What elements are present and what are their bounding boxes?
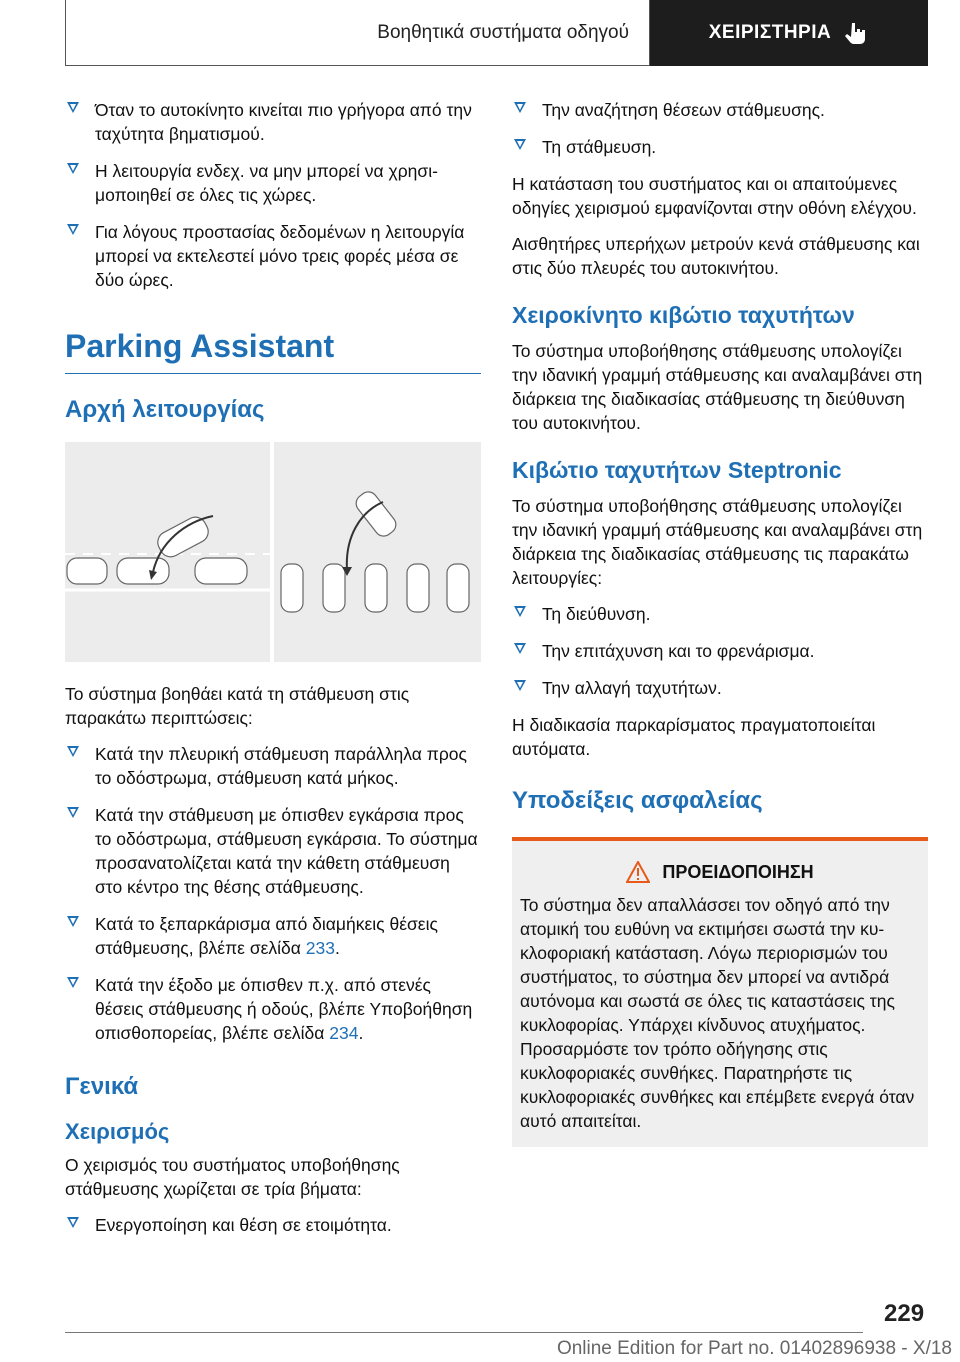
list-item: Για λόγους προστασίας δεδομένων η λειτουργία μπορεί να εκτελεστεί μόνο τρεις φορές μέσα σε δύο ώρες. (65, 220, 481, 292)
page-link-233[interactable]: 233 (305, 938, 335, 958)
warning-text: Το σύστημα δεν απαλλάσσει τον οδηγό από την ατομική του ευθύνη να εκτιμήσει σωστά την κυκλοφοριακή κατάσταση. Λόγω περιορισμών του συστήματος, το σύστημα δεν μπορεί να αντιδρά αυτόνομα και σωστά σε όλες τις καταστάσεις της κυκλοφορίας. Υπάρχει κίνδυνος ατυχήματος. Προσαρμόστε τον τρόπο οδήγησης στις κυκλοφοριακές συνθήκες. Παρατηρήστε τις κυκλοφοριακές συνθήκες και επέμβετε ενεργά όταν αυτό απαιτείται. (520, 895, 915, 1131)
bullet-triangle-icon (67, 746, 79, 757)
chapter-tab[interactable] (650, 0, 928, 66)
page-number: 229 (884, 1300, 925, 1327)
footer-text: Online Edition for Part no. 01402896938 - X/18 (556, 1338, 952, 1359)
list-item: Κατά το ξεπαρκάρισμα από διαμήκεις θέσεις στάθμευσης, βλέπε σελίδα 233. (65, 912, 481, 960)
intro-text: Το σύστημα βοηθάει κατά τη στάθμευση στις παρακάτω περιπτώσεις: (65, 684, 410, 728)
bullet-triangle-icon (514, 606, 526, 617)
bullet-triangle-icon (67, 807, 79, 818)
bullet-triangle-icon (514, 643, 526, 654)
warning-header (520, 861, 920, 883)
list-item: Τη στάθμευση. (512, 135, 928, 159)
bullet-triangle-icon (67, 224, 79, 235)
list-item: Κατά την πλευρική στάθμευση παράλληλα προς το οδόστρωμα, στάθμευση κατά μήκος. (65, 742, 481, 790)
bullet-triangle-icon (67, 102, 79, 113)
list-item: Η λειτουργία ενδεχ. να μην μπορεί να χρησιμοποιηθεί σε όλες τις χώρες. (65, 159, 481, 207)
page-link-234[interactable]: 234 (329, 1023, 359, 1043)
page-title: Parking Assistant (65, 328, 481, 374)
bullet-triangle-icon (514, 139, 526, 150)
warning-triangle-icon (626, 861, 650, 883)
hand-pointer-icon (843, 20, 869, 46)
list-item: Κατά την έξοδο με όπισθεν π.χ. από στενές θέσεις στάθμευσης ή οδούς, βλέπε Υποβοήθηση οπισθοπορείας, βλέπε σελίδα 234. (65, 973, 481, 1045)
bullet-triangle-icon (67, 1217, 79, 1228)
list-item: Την επιτάχυνση και το φρενάρισμα. (512, 639, 928, 663)
left-column (65, 98, 481, 1250)
sensor-text: Αισθητήρες υπερήχων μετρούν κενά στάθμευσης και στις δύο πλευρές του αυτοκινήτου. (512, 234, 920, 278)
chapter-title: ΧΕΙΡΙΣΤΗΡΙΑ (708, 22, 832, 43)
operation-text: Ο χειρισμός του συστήματος υποβοήθησης στάθμευσης χωρίζεται σε τρία βήματα: (65, 1155, 400, 1199)
right-column (512, 98, 928, 1147)
warning-box (512, 837, 928, 1147)
footer-divider (65, 1332, 863, 1333)
list-item: Την αναζήτηση θέσεων στάθμευσης. (512, 98, 928, 122)
list-item: Κατά την στάθμευση με όπισθεν εγκάρσια προς το οδόστρωμα, στάθμευση εγκάρσια. Το σύστημα προσανατολίζεται κατά την κάθετη στάθμευση στο κέντρο της θέσης στάθμευσης. (65, 803, 481, 899)
bullet-triangle-icon (514, 680, 526, 691)
parking-illustration (65, 442, 481, 662)
bullet-triangle-icon (67, 977, 79, 988)
list-item: Τη διεύθυνση. (512, 602, 928, 626)
safety-heading: Υποδείξεις ασφαλείας (512, 787, 763, 814)
warning-title: ΠΡΟΕΙΔΟΠΟΙΗΣΗ (662, 861, 814, 882)
parking-diagram (65, 442, 481, 662)
manual-gearbox-text: Το σύστημα υποβοήθησης στάθμευσης υπολογίζει την ιδανική γραμμή στάθμευσης και αναλαμβάνει στη διάρκεια της διαδικασίας στάθμευσης τη διεύθυνση του αυτοκινήτου. (512, 341, 923, 433)
list-item: Όταν το αυτοκίνητο κινείται πιο γρήγορα από την ταχύτητα βηματισμού. (65, 98, 481, 146)
page-header (65, 0, 928, 66)
manual-gearbox-heading: Χειροκίνητο κιβώτιο ταχυτήτων (512, 302, 855, 328)
operation-heading: Χειρισμός (65, 1119, 170, 1144)
section-title: Βοηθητικά συστήματα οδηγού (65, 0, 650, 66)
bullet-triangle-icon (514, 102, 526, 113)
bullet-triangle-icon (67, 916, 79, 927)
list-item: Την αλλαγή ταχυτήτων. (512, 676, 928, 700)
principle-heading: Αρχή λειτουργίας (65, 396, 265, 423)
list-item: Ενεργοποίηση και θέση σε ετοιμότητα. (65, 1213, 481, 1237)
steptronic-text: Το σύστημα υποβοήθησης στάθμευσης υπολογίζει την ιδανική γραμμή στάθμευσης και αναλαμβάνει στη διάρκεια της διαδικασίας στάθμευσης τις παρακάτω λειτουργίες: (512, 496, 923, 588)
bullet-triangle-icon (67, 163, 79, 174)
steptronic-heading: Κιβώτιο ταχυτήτων Steptronic (512, 457, 842, 483)
auto-text: Η διαδικασία παρκαρίσματος πραγματοποιείται αυτόματα. (512, 715, 876, 759)
status-text: Η κατάσταση του συστήματος και οι απαιτούμενες οδηγίες χειρισμού εμφανίζονται στην οθόνη ελέγχου. (512, 174, 917, 218)
general-heading: Γενικά (65, 1073, 139, 1100)
